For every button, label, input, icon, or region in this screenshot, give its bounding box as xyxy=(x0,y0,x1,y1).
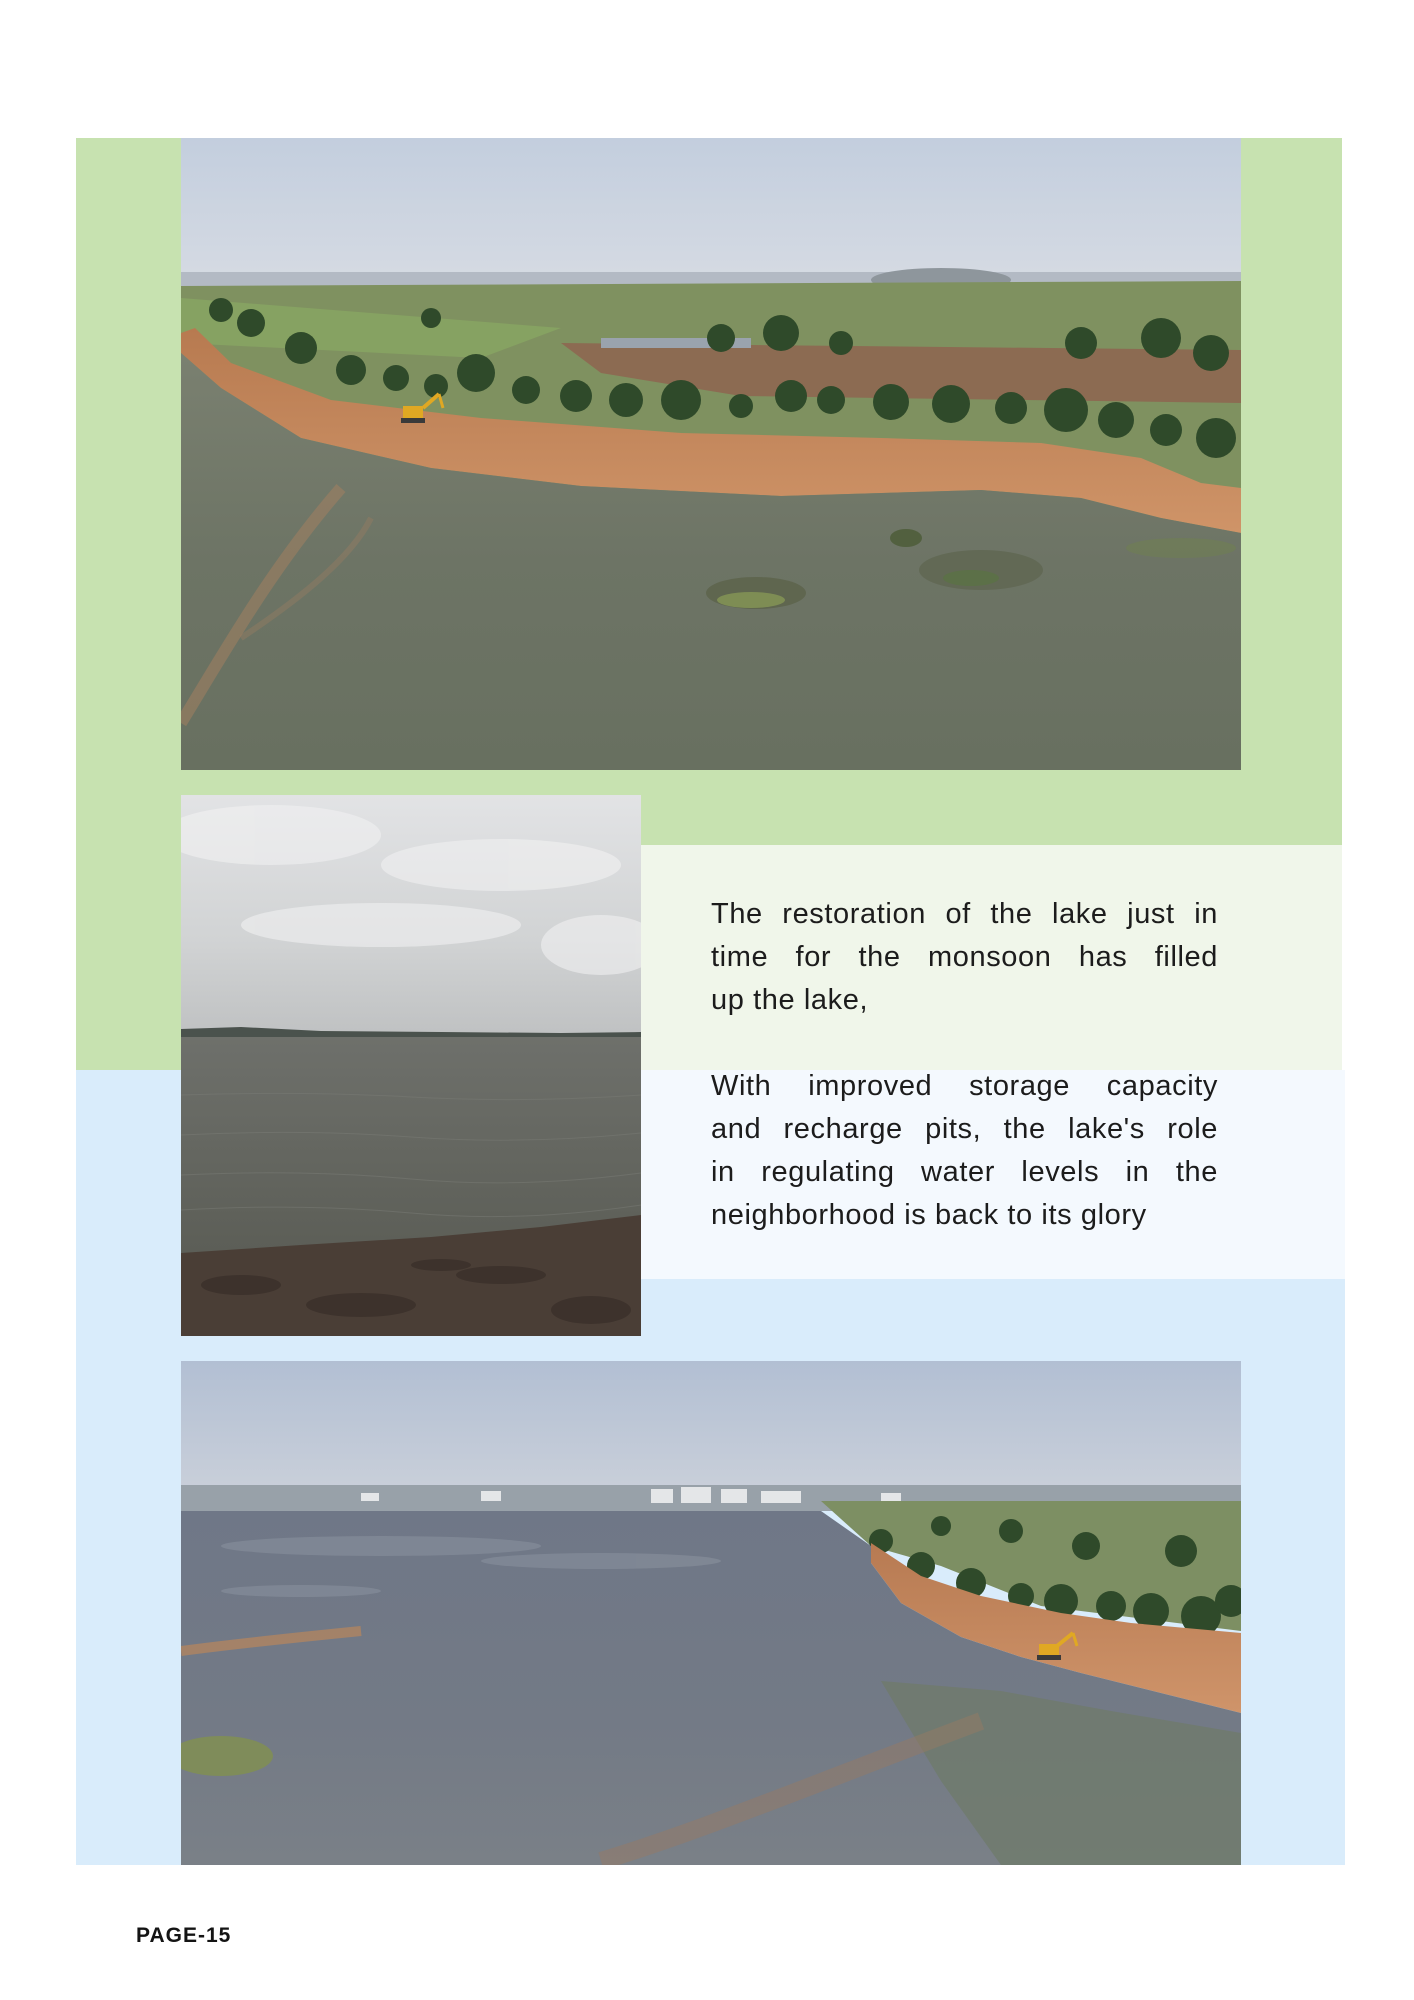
text-line: neighborhood is back to its glory xyxy=(711,1199,1147,1231)
paragraph-storage xyxy=(711,1065,1218,1237)
lake-photo-top-image xyxy=(181,138,1241,770)
text-line: With improved storage capacity xyxy=(711,1070,1218,1102)
text-line: The restoration of the lake just in xyxy=(711,898,1218,930)
paragraph-monsoon xyxy=(711,893,1218,1022)
lake-photo-middle xyxy=(181,795,641,1336)
text-line: time for the monsoon has filled xyxy=(711,941,1218,973)
description-text xyxy=(711,893,1218,1237)
text-line: and recharge pits, the lake's role xyxy=(711,1113,1218,1145)
sky xyxy=(181,138,1241,288)
text-line: in regulating water levels in the xyxy=(711,1156,1218,1188)
lake-photo-top xyxy=(181,138,1241,770)
lake-photo-bottom-image xyxy=(181,1361,1241,1865)
lake-photo-bottom xyxy=(181,1361,1241,1865)
text-line: up the lake, xyxy=(711,984,869,1016)
page-number: PAGE-15 xyxy=(136,1924,232,1947)
sky xyxy=(181,1361,1241,1496)
lake-photo-middle-image xyxy=(181,795,641,1336)
